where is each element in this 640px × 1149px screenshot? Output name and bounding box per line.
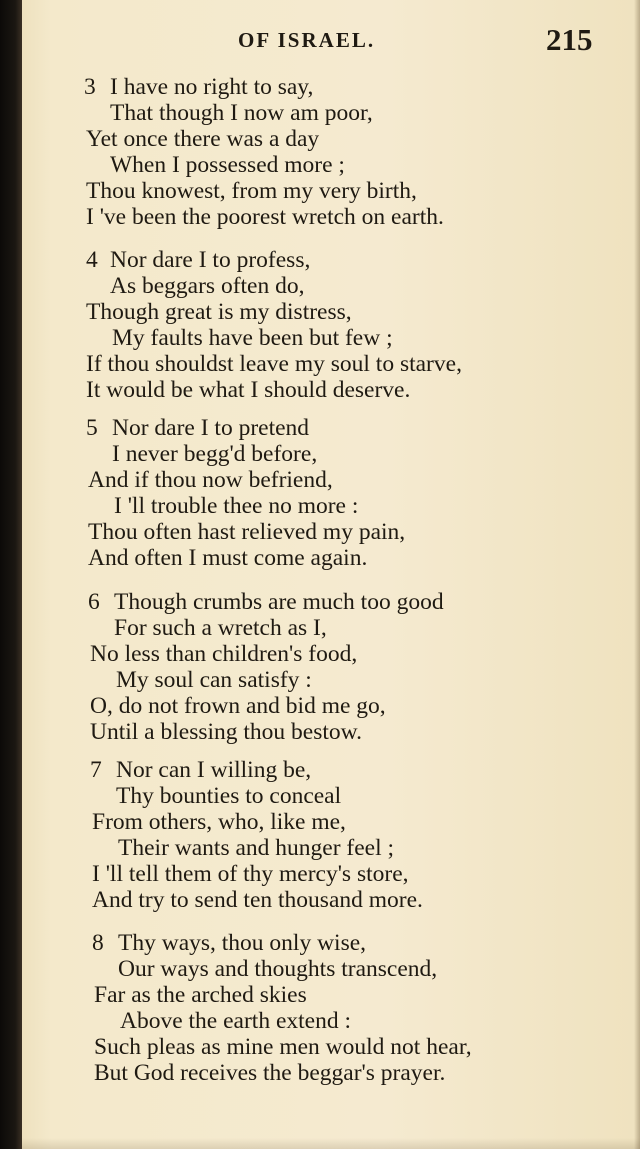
page-bottom-shadow — [22, 1138, 640, 1149]
running-head: OF ISRAEL. — [238, 28, 376, 52]
verse-line: Above the earth extend : — [120, 1008, 351, 1034]
verse-line: Nor dare I to profess, — [110, 247, 311, 273]
verse-line: When I possessed more ; — [110, 152, 345, 178]
verse-line: Yet once there was a day — [86, 126, 320, 152]
verse-line: I 'll trouble thee no more : — [114, 493, 359, 519]
page-number: 215 — [546, 22, 593, 57]
verse-line: If thou shouldst leave my soul to starve, — [86, 351, 462, 377]
verse-line: And try to send ten thousand more. — [92, 887, 423, 913]
verse-line: Thou often hast relieved my pain, — [88, 519, 406, 545]
verse-line: No less than children's food, — [90, 641, 358, 667]
verse-line: Nor can I willing be, — [116, 757, 312, 783]
verse-line: That though I now am poor, — [110, 100, 373, 126]
verse-line: Thou knowest, from my very birth, — [86, 178, 417, 204]
verse-line: Nor dare I to pretend — [112, 415, 310, 441]
book-spine-shadow — [0, 0, 22, 1149]
verse-line: As beggars often do, — [110, 273, 305, 299]
verse-line: It would be what I should deserve. — [86, 377, 411, 403]
verse-line: Such pleas as mine men would not hear, — [94, 1034, 472, 1060]
verse-line: I 'll tell them of thy mercy's store, — [92, 861, 409, 887]
page-edge-shadow — [634, 0, 640, 1149]
verse-line: Thy ways, thou only wise, — [118, 930, 367, 956]
verse-line: Though crumbs are much too good — [114, 589, 444, 615]
verse-line: For such a wretch as I, — [114, 615, 327, 641]
verse-line: I have no right to say, — [110, 74, 314, 100]
verse-line: I never begg'd before, — [112, 441, 318, 467]
verse-line: And often I must come again. — [88, 545, 368, 571]
verse-line: My faults have been but few ; — [112, 325, 393, 351]
verse-line: I 've been the poorest wretch on earth. — [86, 204, 444, 230]
verse-line: Thy bounties to conceal — [116, 783, 342, 809]
stanza-number: 8 — [92, 930, 104, 956]
verse-line: Our ways and thoughts transcend, — [118, 956, 438, 982]
stanza-number: 6 — [88, 589, 100, 615]
verse-line: My soul can satisfy : — [116, 667, 312, 693]
verse-line: Their wants and hunger feel ; — [118, 835, 395, 861]
verse-line: From others, who, like me, — [92, 809, 346, 835]
verse-line: Far as the arched skies — [94, 982, 307, 1008]
stanza-number: 5 — [86, 415, 98, 441]
stanza-number: 7 — [90, 757, 102, 783]
verse-line: Though great is my distress, — [86, 299, 352, 325]
stanza-number: 4 — [86, 247, 98, 273]
stanza-number: 3 — [84, 74, 96, 100]
verse-line: Until a blessing thou bestow. — [90, 719, 362, 745]
verse-line: But God receives the beggar's prayer. — [94, 1060, 446, 1086]
verse-line: And if thou now befriend, — [88, 467, 333, 493]
verse-line: O, do not frown and bid me go, — [90, 693, 386, 719]
page-header — [0, 22, 640, 58]
